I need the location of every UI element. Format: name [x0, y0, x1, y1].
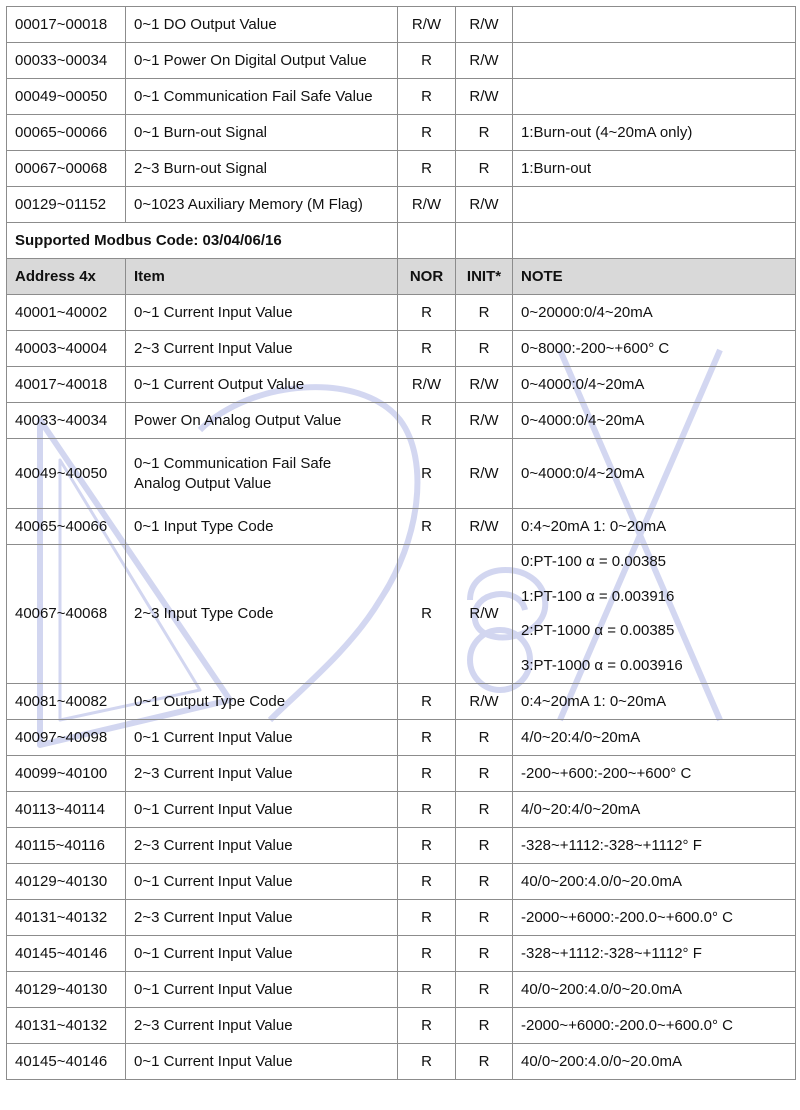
cell-init: R — [456, 756, 513, 792]
cell-address: 40049~40050 — [7, 439, 126, 509]
table-row — [7, 439, 796, 509]
cell-note — [513, 43, 796, 79]
cell-nor: R — [398, 545, 456, 684]
cell-address: 00033~00034 — [7, 43, 126, 79]
cell-nor: R — [398, 828, 456, 864]
table-row — [7, 331, 796, 367]
cell-init: R/W — [456, 367, 513, 403]
cell-address: 40003~40004 — [7, 331, 126, 367]
cell-note: 4/0~20:4/0~20mA — [513, 720, 796, 756]
cell-note: 0~4000:0/4~20mA — [513, 367, 796, 403]
cell-init: R — [456, 828, 513, 864]
cell-item: 2~3 Current Input Value — [126, 331, 398, 367]
cell-note: 40/0~200:4.0/0~20.0mA — [513, 972, 796, 1008]
cell-note: 0:4~20mA 1: 0~20mA — [513, 509, 796, 545]
header-address: Address 4x — [7, 259, 126, 295]
cell-nor: R — [398, 972, 456, 1008]
cell-item: 0~1 DO Output Value — [126, 7, 398, 43]
cell-item: 0~1 Current Input Value — [126, 720, 398, 756]
cell-address: 40097~40098 — [7, 720, 126, 756]
cell-note: 0~4000:0/4~20mA — [513, 439, 796, 509]
cell-item: 0~1 Current Input Value — [126, 295, 398, 331]
cell-init: R/W — [456, 684, 513, 720]
table-row — [7, 7, 796, 43]
cell-init: R — [456, 936, 513, 972]
cell-init: R — [456, 1008, 513, 1044]
section-title: Supported Modbus Code: 03/04/06/16 — [7, 223, 398, 259]
cell-nor: R — [398, 792, 456, 828]
cell-init: R — [456, 864, 513, 900]
cell-address: 40099~40100 — [7, 756, 126, 792]
note-line: 2:PT-1000 α = 0.00385 — [521, 622, 675, 639]
item-line: 0~1 Communication Fail Safe — [134, 454, 332, 472]
cell-note: -2000~+6000:-200.0~+600.0° C — [513, 900, 796, 936]
cell-address: 00049~00050 — [7, 79, 126, 115]
table-row — [7, 367, 796, 403]
cell-item: 0~1 Communication Fail Safe Value — [126, 79, 398, 115]
cell-address: 40145~40146 — [7, 936, 126, 972]
cell-nor: R — [398, 439, 456, 509]
table-row — [7, 972, 796, 1008]
cell-note: -328~+1112:-328~+1112° F — [513, 936, 796, 972]
cell-address: 00067~00068 — [7, 151, 126, 187]
cell-init: R/W — [456, 79, 513, 115]
cell-init: R/W — [456, 187, 513, 223]
cell-address: 40145~40146 — [7, 1044, 126, 1080]
cell-address: 40017~40018 — [7, 367, 126, 403]
cell-note: 0:4~20mA 1: 0~20mA — [513, 684, 796, 720]
cell-nor: R/W — [398, 7, 456, 43]
cell-address: 40131~40132 — [7, 1008, 126, 1044]
cell-init: R — [456, 331, 513, 367]
cell-note — [513, 187, 796, 223]
cell-item: 2~3 Current Input Value — [126, 1008, 398, 1044]
cell-address: 00017~00018 — [7, 7, 126, 43]
table-row — [7, 295, 796, 331]
cell-item: 2~3 Burn-out Signal — [126, 151, 398, 187]
cell-init: R — [456, 792, 513, 828]
cell-note: 0~4000:0/4~20mA — [513, 403, 796, 439]
table-row — [7, 828, 796, 864]
cell-nor: R — [398, 43, 456, 79]
holding-register-rows-continued — [7, 684, 796, 1080]
cell-item: 2~3 Input Type Code — [126, 545, 398, 684]
cell-item — [126, 439, 398, 509]
cell-nor: R — [398, 331, 456, 367]
cell-init: R — [456, 900, 513, 936]
holding-register-rows — [7, 295, 796, 439]
cell-item: 2~3 Current Input Value — [126, 900, 398, 936]
cell-item: 0~1 Input Type Code — [126, 509, 398, 545]
table-row — [7, 187, 796, 223]
cell-init: R — [456, 720, 513, 756]
table-header-row — [7, 259, 796, 295]
cell-item: 0~1 Current Input Value — [126, 1044, 398, 1080]
cell-item: 0~1 Burn-out Signal — [126, 115, 398, 151]
cell-item: 2~3 Current Input Value — [126, 756, 398, 792]
header-init: INIT* — [456, 259, 513, 295]
cell-address: 40113~40114 — [7, 792, 126, 828]
cell-item: 0~1 Current Input Value — [126, 936, 398, 972]
cell-note: -2000~+6000:-200.0~+600.0° C — [513, 1008, 796, 1044]
cell-nor: R — [398, 720, 456, 756]
cell-nor: R — [398, 295, 456, 331]
cell-init: R/W — [456, 439, 513, 509]
table-row — [7, 79, 796, 115]
cell-address: 40065~40066 — [7, 509, 126, 545]
cell-init: R/W — [456, 403, 513, 439]
cell-init: R/W — [456, 509, 513, 545]
cell-nor: R/W — [398, 367, 456, 403]
note-line: 1:PT-100 α = 0.003916 — [521, 587, 675, 605]
cell-init: R/W — [456, 43, 513, 79]
cell-item: 0~1 Current Output Value — [126, 367, 398, 403]
cell-init: R — [456, 972, 513, 1008]
cell-nor: R — [398, 756, 456, 792]
cell-init: R — [456, 295, 513, 331]
cell-nor: R — [398, 864, 456, 900]
cell-address: 40067~40068 — [7, 545, 126, 684]
item-line: Analog Output Value — [134, 474, 272, 492]
coil-register-rows — [7, 7, 796, 223]
cell-init: R — [456, 1044, 513, 1080]
cell-nor: R — [398, 151, 456, 187]
cell-note: 40/0~200:4.0/0~20.0mA — [513, 864, 796, 900]
cell-note: 4/0~20:4/0~20mA — [513, 792, 796, 828]
cell-init: R/W — [456, 545, 513, 684]
cell-note: 1:Burn-out — [513, 151, 796, 187]
table-row — [7, 151, 796, 187]
cell-nor: R — [398, 684, 456, 720]
cell-address: 40131~40132 — [7, 900, 126, 936]
cell-address: 40033~40034 — [7, 403, 126, 439]
cell-item: 0~1 Power On Digital Output Value — [126, 43, 398, 79]
cell-address: 40129~40130 — [7, 864, 126, 900]
modbus-register-table — [6, 6, 796, 1080]
note-line: 3:PT-1000 α = 0.003916 — [521, 656, 683, 674]
cell-note: 40/0~200:4.0/0~20.0mA — [513, 1044, 796, 1080]
cell-address: 40115~40116 — [7, 828, 126, 864]
table-row — [7, 936, 796, 972]
cell-nor: R — [398, 1044, 456, 1080]
table-row — [7, 792, 796, 828]
cell-nor: R — [398, 115, 456, 151]
cell-item: 0~1 Current Input Value — [126, 792, 398, 828]
cell-item: 0~1023 Auxiliary Memory (M Flag) — [126, 187, 398, 223]
cell-address: 40081~40082 — [7, 684, 126, 720]
cell-item: Power On Analog Output Value — [126, 403, 398, 439]
cell-item: 0~1 Output Type Code — [126, 684, 398, 720]
cell-address: 40001~40002 — [7, 295, 126, 331]
cell-note: -328~+1112:-328~+1112° F — [513, 828, 796, 864]
table-row — [7, 1044, 796, 1080]
cell-item: 0~1 Current Input Value — [126, 864, 398, 900]
cell-item: 0~1 Current Input Value — [126, 972, 398, 1008]
cell-init: R — [456, 151, 513, 187]
cell-nor: R — [398, 1008, 456, 1044]
section-row — [7, 223, 796, 259]
table-row — [7, 1008, 796, 1044]
cell-note — [513, 545, 796, 684]
header-item: Item — [126, 259, 398, 295]
page-top-edge — [0, 0, 800, 6]
cell-note — [513, 7, 796, 43]
cell-note: -200~+600:-200~+600° C — [513, 756, 796, 792]
cell-note: 0~8000:-200~+600° C — [513, 331, 796, 367]
cell-nor: R — [398, 936, 456, 972]
table-row — [7, 545, 796, 684]
cell-init: R/W — [456, 7, 513, 43]
table-row — [7, 509, 796, 545]
table-row — [7, 115, 796, 151]
table-row — [7, 684, 796, 720]
cell-nor: R/W — [398, 187, 456, 223]
header-nor: NOR — [398, 259, 456, 295]
table-row — [7, 864, 796, 900]
cell-note: 0~20000:0/4~20mA — [513, 295, 796, 331]
table-row — [7, 720, 796, 756]
cell-address: 40129~40130 — [7, 972, 126, 1008]
cell-nor: R — [398, 509, 456, 545]
cell-item: 2~3 Current Input Value — [126, 828, 398, 864]
table-row — [7, 403, 796, 439]
cell-note: 1:Burn-out (4~20mA only) — [513, 115, 796, 151]
cell-address: 00129~01152 — [7, 187, 126, 223]
cell-nor: R — [398, 79, 456, 115]
table-row — [7, 900, 796, 936]
cell-note — [513, 79, 796, 115]
cell-nor: R — [398, 403, 456, 439]
cell-init: R — [456, 115, 513, 151]
header-note: NOTE — [513, 259, 796, 295]
note-line: 0:PT-100 α = 0.00385 — [521, 553, 667, 570]
cell-nor: R — [398, 900, 456, 936]
table-row — [7, 43, 796, 79]
table-row — [7, 756, 796, 792]
cell-address: 00065~00066 — [7, 115, 126, 151]
